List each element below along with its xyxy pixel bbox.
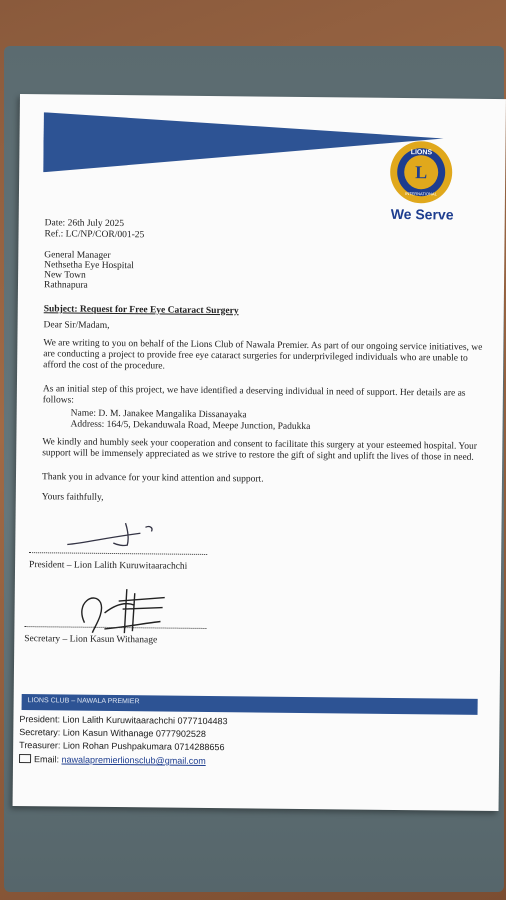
logo-letter: L — [415, 162, 428, 183]
president-caption: President – Lion Lalith Kuruwitaarachchi — [29, 560, 188, 572]
recipient-line: New Town — [44, 270, 86, 281]
recipient-line: Rathnapura — [43, 280, 88, 291]
lions-logo — [389, 140, 454, 205]
secretary-signature — [64, 582, 175, 639]
logo-ring-text: INTERNATIONAL — [405, 191, 437, 197]
logo-text: LIONS — [410, 149, 433, 157]
letter-date: Date: 26th July 2025 — [44, 218, 125, 230]
closing: Yours faithfully, — [41, 492, 104, 503]
secretary-caption: Secretary – Lion Kasun Withanage — [24, 634, 158, 646]
recipient-line: Nethsetha Eye Hospital — [44, 260, 134, 272]
tagline: We Serve — [390, 205, 454, 223]
letter-page — [13, 94, 506, 811]
paragraph-thanks: Thank you in advance for your kind attention and support. — [41, 472, 264, 485]
footer-secretary: Secretary: Lion Kasun Withanage 0777902528 — [19, 727, 207, 739]
salutation: Dear Sir/Madam, — [43, 320, 110, 331]
footer-email — [19, 753, 206, 766]
recipient-line: General Manager — [44, 250, 111, 261]
mail-icon — [19, 754, 31, 763]
president-signature — [65, 515, 175, 556]
footer-treasurer: Treasurer: Lion Rohan Pushpakumara 0714288656 — [19, 740, 225, 753]
paragraph-details: As an initial step of this project, we have identified a deserving individual in need of support. Her details are as follows: — [42, 384, 466, 406]
footer-band-label: LIONS CLUB – NAWALA PREMIER — [27, 697, 140, 706]
footer-president: President: Lion Lalith Kuruwitaarachchi 0777104483 — [19, 714, 228, 727]
letter-subject: Subject: Request for Free Eye Cataract Surgery — [43, 304, 239, 317]
letter-ref: Ref.: LC/NP/COR/001-25 — [44, 229, 145, 241]
beneficiary-address: Address: 164/5, Dekanduwala Road, Meepe Junction, Padukka — [70, 419, 311, 433]
header-band — [43, 112, 444, 176]
email-link[interactable]: nawalapremierlionsclub@gmail.com — [61, 754, 206, 766]
paragraph-request: We kindly and humbly seek your cooperation and consent to facilitate this surgery at your esteemed hospital. Your support will be immensely appreciated as we strive to restore the gift of sight and uplift the lives of those in need. — [42, 437, 478, 463]
email-label: Email: — [33, 754, 62, 765]
beneficiary-name: Name: D. M. Janakee Mangalika Dissanayaka — [70, 408, 247, 421]
footer-band — [22, 694, 478, 715]
paragraph-intro: We are writing to you on behalf of the Lions Club of Nawala Premier. As part of our ongoing service initiatives, we are conducting a project to provide free eye cataract surgeries for underprivileged individuals who are unable to afford the cost of the procedure. — [43, 338, 483, 372]
